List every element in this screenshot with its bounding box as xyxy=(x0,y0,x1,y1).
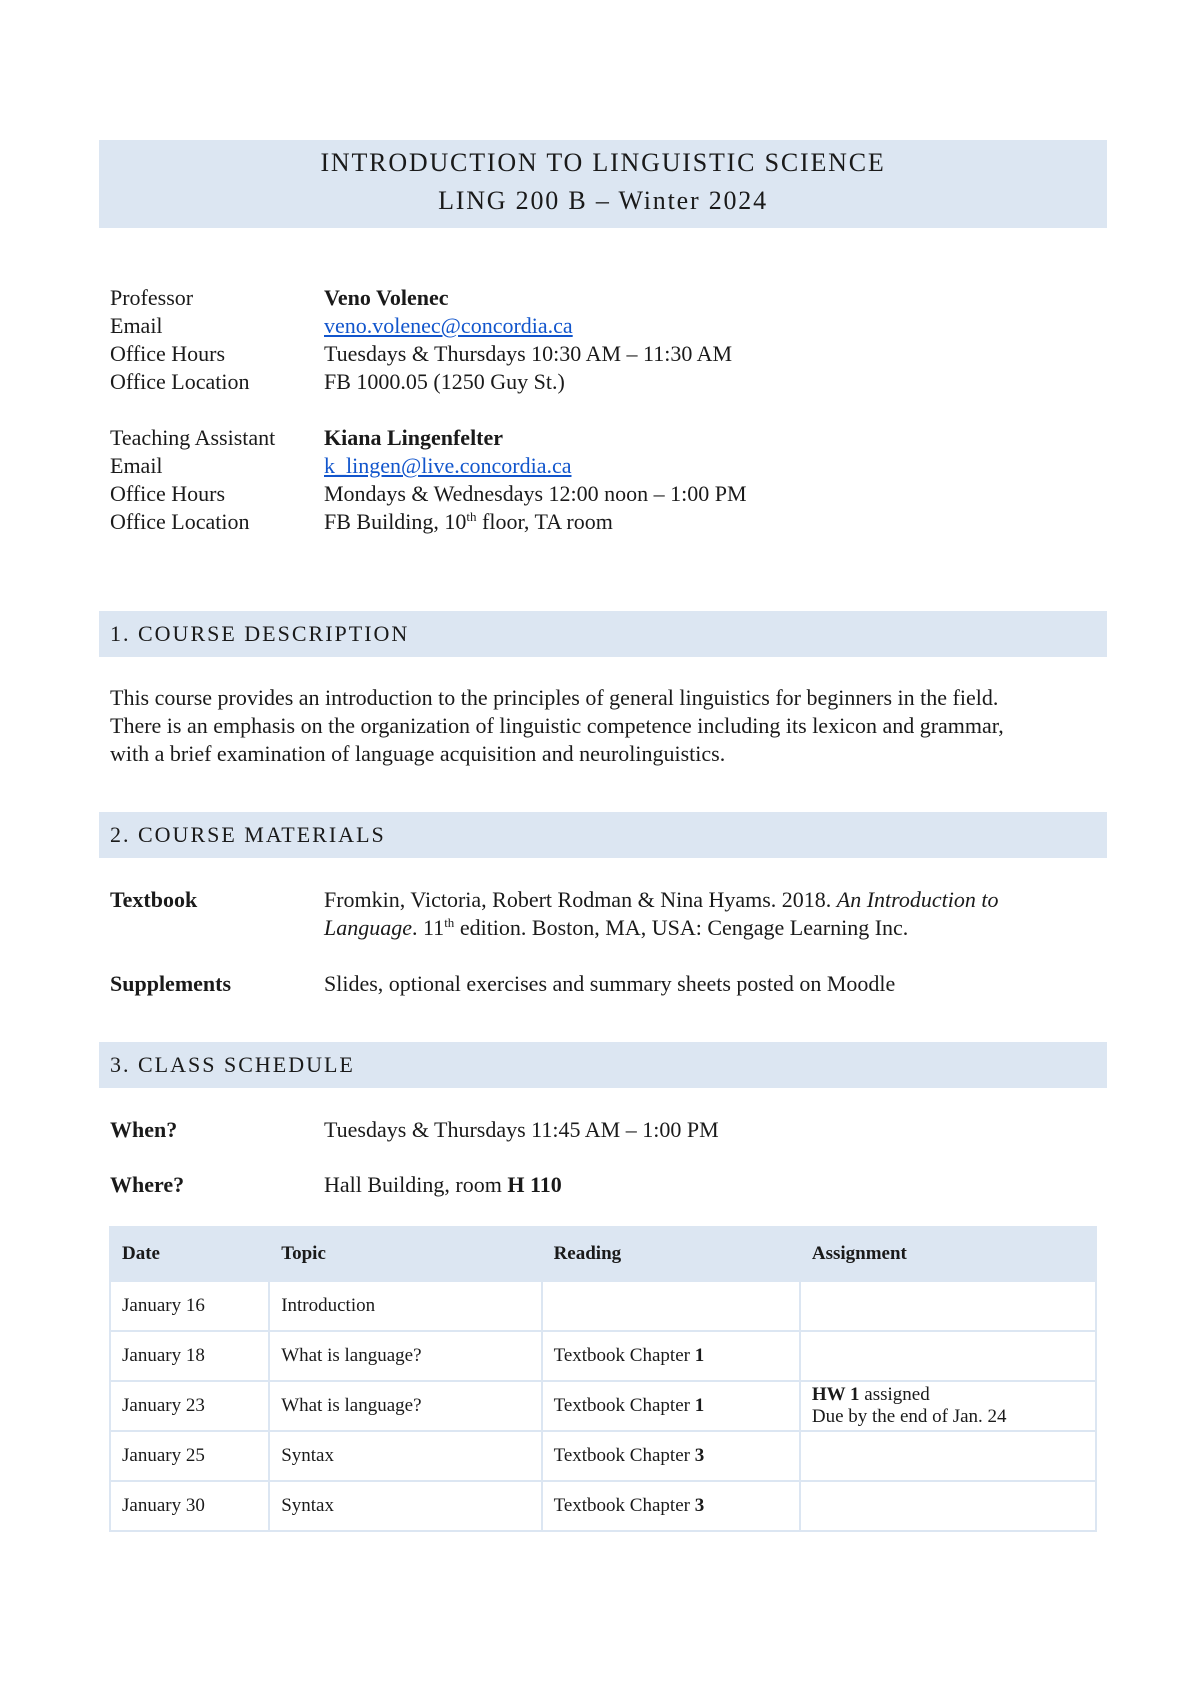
supplements-entry xyxy=(110,970,1100,998)
column-header-topic: Topic xyxy=(269,1227,541,1281)
topic-cell: Introduction xyxy=(269,1281,541,1331)
textbook-citation: Fromkin, Victoria, Robert Rodman & Nina Hyams. 2018. An Introduction to Language. 11th edition. Boston, MA, USA: Cengage Learning Inc. xyxy=(324,887,999,940)
course-description-text: This course provides an introduction to the principles of general linguistics for beginners in the field. There is an emphasis on the organization of linguistic competence including its lexicon and grammar, with a brief examination of language acquisition and neurolinguistics. xyxy=(110,685,1004,766)
section-heading-description: 1. COURSE DESCRIPTION xyxy=(99,611,1107,657)
textbook-label: Textbook xyxy=(110,887,198,912)
topic-cell: Syntax xyxy=(269,1431,541,1481)
where-entry xyxy=(110,1171,1100,1199)
reading-cell: Textbook Chapter 3 xyxy=(542,1431,800,1481)
column-header-reading: Reading xyxy=(542,1227,800,1281)
column-header-date: Date xyxy=(110,1227,269,1281)
supplements-label: Supplements xyxy=(110,971,232,996)
professor-label: Professor xyxy=(110,285,194,310)
textbook-entry xyxy=(110,886,1100,942)
professor-email-link[interactable]: veno.volenec@concordia.ca xyxy=(324,313,573,338)
assignment-cell xyxy=(800,1281,1096,1331)
professor-contact xyxy=(110,284,732,396)
column-header-assignment: Assignment xyxy=(800,1227,1096,1281)
ta-label: Teaching Assistant xyxy=(110,425,276,450)
ta-email-link[interactable]: k_lingen@live.concordia.ca xyxy=(324,453,572,478)
date-cell: January 16 xyxy=(110,1281,269,1331)
ta-office-location: FB Building, 10th floor, TA room xyxy=(324,509,613,534)
when-entry xyxy=(110,1116,1100,1144)
email-label: Email xyxy=(110,453,163,478)
table-row xyxy=(110,1481,1096,1531)
schedule-table xyxy=(109,1226,1097,1532)
reading-cell: Textbook Chapter 1 xyxy=(542,1381,800,1431)
email-label: Email xyxy=(110,313,163,338)
table-row xyxy=(110,1431,1096,1481)
section-heading-materials: 2. COURSE MATERIALS xyxy=(99,812,1107,858)
when-text: Tuesdays & Thursdays 11:45 AM – 1:00 PM xyxy=(324,1117,719,1142)
table-row xyxy=(110,1331,1096,1381)
reading-cell xyxy=(542,1281,800,1331)
date-cell: January 18 xyxy=(110,1331,269,1381)
professor-office-hours: Tuesdays & Thursdays 10:30 AM – 11:30 AM xyxy=(324,341,733,366)
homework-due: Due by the end of Jan. 24 xyxy=(811,1406,1007,1427)
course-code-term: LING 200 B – Winter 2024 xyxy=(438,186,768,215)
when-label: When? xyxy=(110,1117,178,1142)
assignment-cell xyxy=(800,1331,1096,1381)
assignment-cell xyxy=(800,1481,1096,1531)
where-text: Hall Building, room H 110 xyxy=(324,1172,562,1197)
title-banner xyxy=(99,140,1107,228)
topic-cell: Syntax xyxy=(269,1481,541,1531)
assignment-cell: HW 1 assigned Due by the end of Jan. 24 xyxy=(800,1381,1096,1431)
reading-cell: Textbook Chapter 3 xyxy=(542,1481,800,1531)
ta-name: Kiana Lingenfelter xyxy=(324,425,504,450)
section-heading-schedule: 3. CLASS SCHEDULE xyxy=(99,1042,1107,1088)
reading-cell: Textbook Chapter 1 xyxy=(542,1331,800,1381)
ta-contact xyxy=(110,424,747,536)
date-cell: January 25 xyxy=(110,1431,269,1481)
supplements-text: Slides, optional exercises and summary sheets posted on Moodle xyxy=(324,971,896,996)
table-row xyxy=(110,1281,1096,1331)
date-cell: January 30 xyxy=(110,1481,269,1531)
office-location-label: Office Location xyxy=(110,369,250,394)
topic-cell: What is language? xyxy=(269,1331,541,1381)
office-location-label: Office Location xyxy=(110,509,250,534)
assignment-cell xyxy=(800,1431,1096,1481)
room-number: H 110 xyxy=(507,1172,562,1197)
table-header-row xyxy=(110,1227,1096,1281)
topic-cell: What is language? xyxy=(269,1381,541,1431)
homework-label: HW 1 xyxy=(811,1384,860,1405)
professor-name: Veno Volenec xyxy=(324,285,449,310)
table-row xyxy=(110,1381,1096,1431)
where-label: Where? xyxy=(110,1172,185,1197)
office-hours-label: Office Hours xyxy=(110,481,226,506)
course-title: INTRODUCTION TO LINGUISTIC SCIENCE xyxy=(320,148,886,177)
office-hours-label: Office Hours xyxy=(110,341,226,366)
professor-office-location: FB 1000.05 (1250 Guy St.) xyxy=(324,369,565,394)
date-cell: January 23 xyxy=(110,1381,269,1431)
ta-office-hours: Mondays & Wednesdays 12:00 noon – 1:00 PM xyxy=(324,481,747,506)
